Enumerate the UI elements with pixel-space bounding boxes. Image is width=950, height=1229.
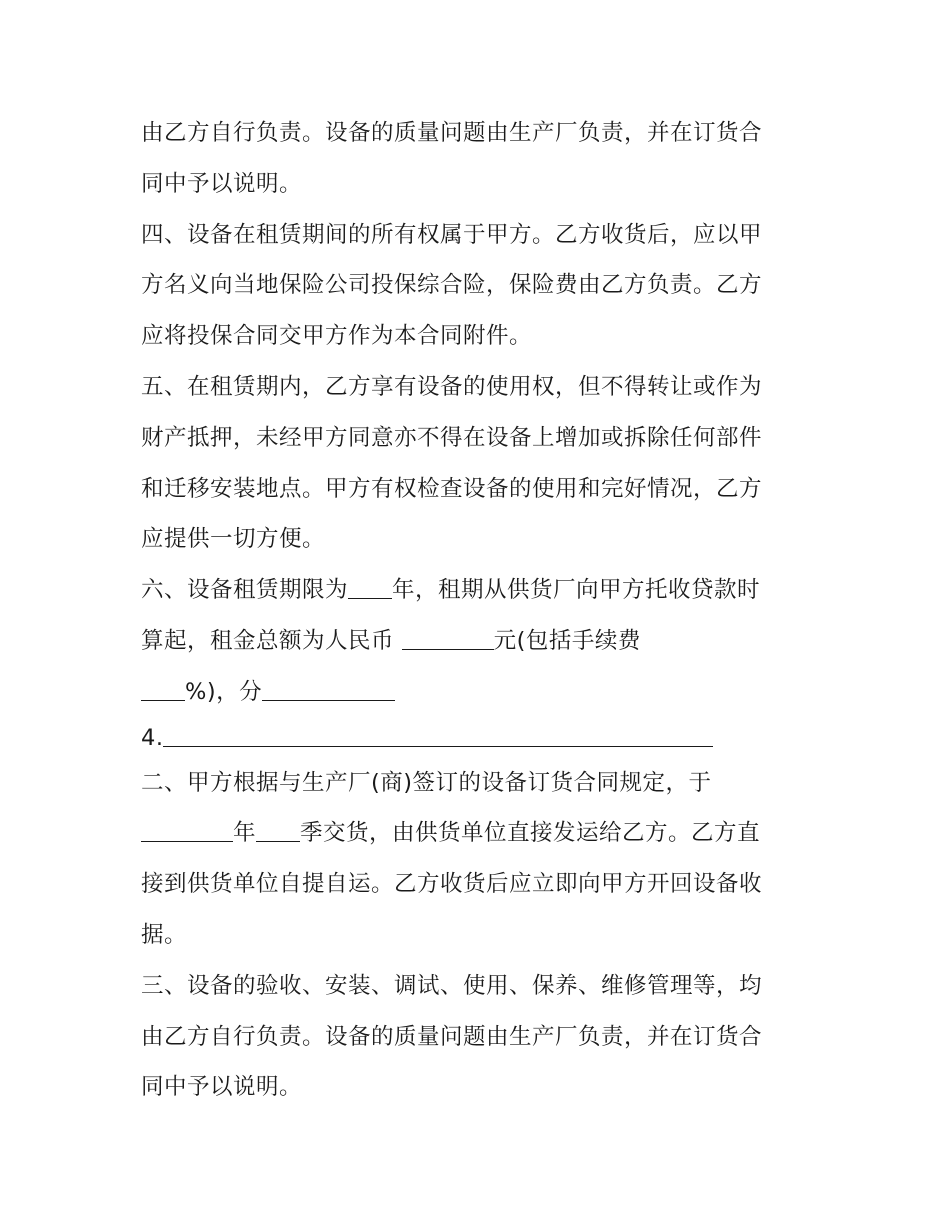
fill-in-blank-lease-term[interactable]: [348, 576, 392, 599]
text-line: 三、设备的验收、安装、调试、使用、保养、维修管理等，均: [141, 972, 763, 999]
text-segment: 元(包括手续费: [493, 627, 641, 654]
text-line: 应将投保合同交甲方作为本合同附件。: [141, 323, 533, 350]
text-line: 接到供货单位自提自运。乙方收货后应立即向甲方开回设备收: [141, 871, 763, 898]
text-segment: %)，分: [185, 678, 263, 705]
fill-in-blank-item-4[interactable]: [163, 724, 713, 747]
text-segment: 季交货，由供货单位直接发运给乙方。乙方直: [300, 820, 761, 847]
text-line: 据。: [141, 921, 188, 948]
text-line: 由乙方自行负责。设备的质量问题由生产厂负责，并在订货合: [141, 1023, 763, 1050]
text-line: 二、甲方根据与生产厂(商)签订的设备订货合同规定，于: [141, 769, 712, 796]
text-line: [141, 616, 821, 667]
fill-in-blank-installments[interactable]: [262, 678, 395, 701]
text-segment: 年: [233, 820, 257, 847]
text-line: [141, 667, 821, 718]
text-line: [141, 565, 821, 616]
text-line: 财产抵押，未经甲方同意亦不得在设备上增加或拆除任何部件: [141, 424, 763, 451]
fill-in-blank-total-rent[interactable]: [402, 627, 494, 650]
text-line: 五、在租赁期内，乙方享有设备的使用权，但不得转让或作为: [141, 373, 763, 400]
text-line: 同中予以说明。: [141, 170, 303, 197]
text-segment: 年，租期从供货厂向甲方托收贷款时: [392, 577, 761, 604]
text-segment: 4.: [141, 724, 164, 751]
fill-in-blank-delivery-quarter[interactable]: [256, 819, 300, 842]
text-line: 四、设备在租赁期间的所有权属于甲方。乙方收货后，应以甲: [141, 221, 763, 248]
fill-in-blank-delivery-year[interactable]: [141, 819, 233, 842]
document-body: [141, 108, 821, 1113]
text-line: 应提供一切方便。: [141, 526, 326, 553]
text-line: [141, 718, 821, 758]
text-line: 方名义向当地保险公司投保综合险，保险费由乙方负责。乙方: [141, 272, 763, 299]
text-segment: 算起，租金总额为人民币: [141, 627, 402, 654]
text-line: 和迁移安装地点。甲方有权检查设备的使用和完好情况，乙方: [141, 475, 763, 502]
text-line: 同中予以说明。: [141, 1074, 303, 1101]
text-segment: 六、设备租赁期限为: [141, 577, 349, 604]
text-line: 由乙方自行负责。设备的质量问题由生产厂负责，并在订货合: [141, 120, 763, 146]
text-line: [141, 808, 821, 859]
fill-in-blank-fee-percent[interactable]: [141, 678, 185, 701]
